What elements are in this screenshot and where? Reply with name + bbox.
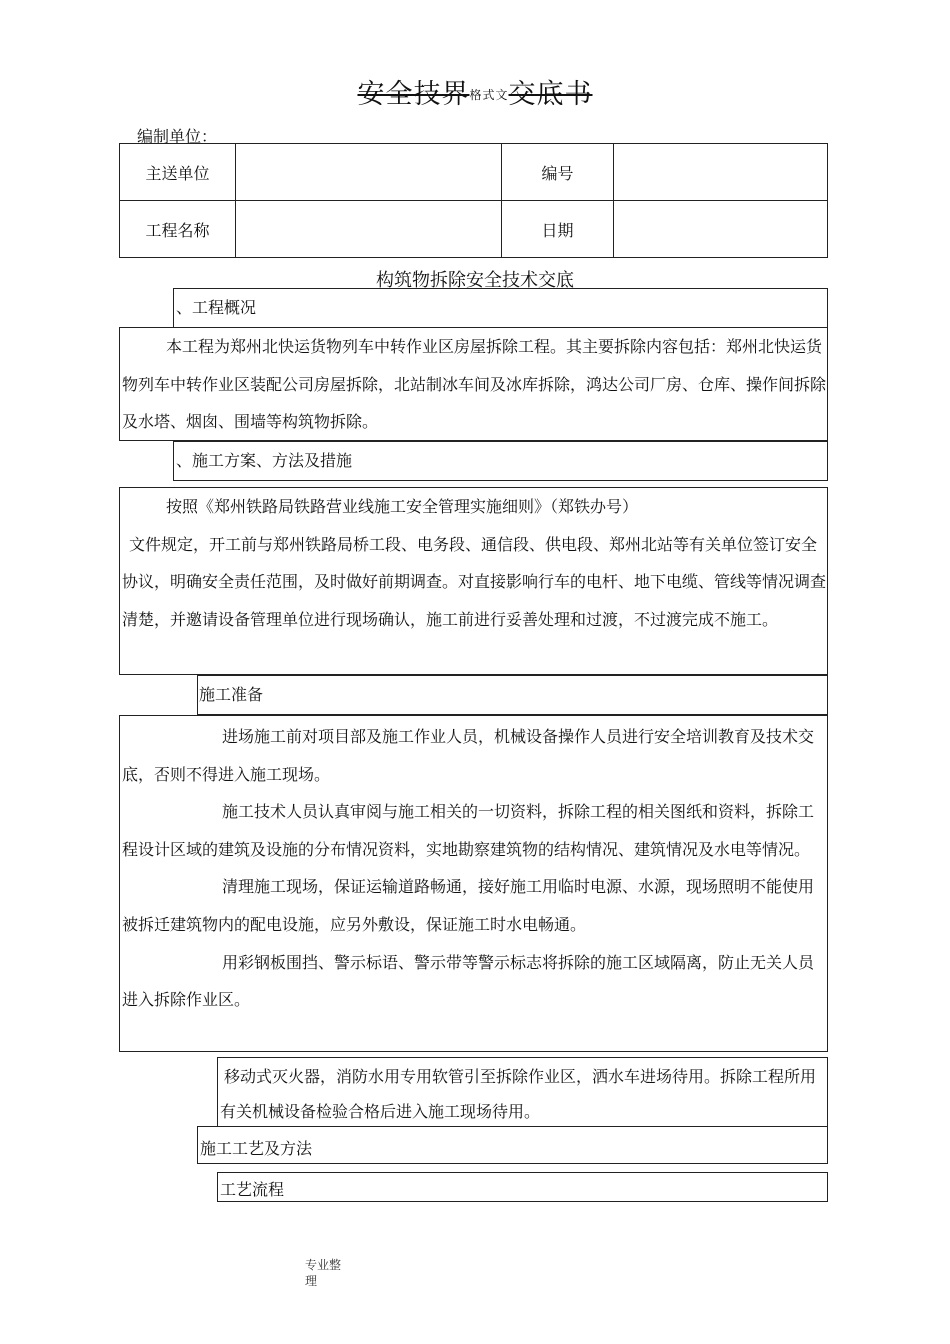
prep-paragraph-2: 施工技术人员认真审阅与施工相关的一切资料，拆除工程的相关图纸和资料，拆除工程设计区域的建筑及设施的分布情况资料，实地勘察建筑物的结构情况、建筑情况及水电等情况。 (122, 802, 815, 859)
prep-paragraph-1: 进场施工前对项目部及施工作业人员，机械设备操作人员进行安全培训教育及技术交底，否则不得进入施工现场。 (122, 727, 815, 784)
section-prep-body (119, 715, 828, 1052)
overview-paragraph: 本工程为郑州北快运货物列车中转作业区房屋拆除工程。其主要拆除内容包括：郑州北快运货物列车中转作业区装配公司房屋拆除，北站制冰车间及冰库拆除，鸿达公司厂房、仓库、操作间拆除及水塔、烟囱、围墙等构筑物拆除。 (122, 337, 827, 432)
section-heading-craft: 施工工艺及方法 (197, 1126, 828, 1164)
section-heading-plan: 、施工方案、方法及措施 (173, 441, 828, 481)
number-label: 编号 (541, 163, 574, 183)
plan-paragraph: 文件规定，开工前与郑州铁路局桥工段、电务段、通信段、供电段、郑州北站等有关单位签订安全协议，明确安全责任范围，及时做好前期调查。对直接影响行车的电杆、地下电缆、管线等情况调查清楚，并邀请设备管理单位进行现场确认，施工前进行妥善处理和过渡，不过渡完成不施工。 (122, 534, 827, 629)
plan-first-line: 按照《郑州铁路局铁路营业线施工安全管理实施细则》（郑铁办号） (166, 497, 639, 516)
section-overview-body (119, 327, 828, 441)
prep-paragraph-4: 用彩钢板围挡、警示标语、警示带等警示标志将拆除的施工区域隔离，防止无关人员进入拆除作业区。 (122, 952, 815, 1010)
prep-paragraph-5: 移动式灭火器，消防水用专用软管引至拆除作业区，洒水车进场待用。拆除工程所用有关机械设备检验合格后进入施工现场待用。 (220, 1067, 817, 1121)
number-value (614, 144, 827, 200)
date-label: 日期 (541, 220, 574, 240)
date-value (614, 201, 827, 257)
footer-line-1: 专业整 (305, 1258, 342, 1272)
section-plan-body (119, 487, 828, 675)
document-subtitle: 构筑物拆除安全技术交底 (376, 270, 574, 291)
section-heading-overview: 、工程概况 (173, 288, 828, 328)
title-overlay: 格式文 (469, 88, 509, 102)
section-heading-flow: 工艺流程 (217, 1172, 828, 1202)
title-part2: 交底书 (508, 79, 593, 110)
project-label: 工程名称 (145, 220, 210, 240)
title-part1: 安全技界 (357, 79, 470, 110)
section-prep-body-extra (217, 1057, 828, 1127)
section-heading-prep: 施工准备 (197, 675, 828, 715)
info-table (119, 143, 828, 258)
prep-paragraph-3: 清理施工现场，保证运输道路畅通，接好施工用临时电源、水源，现场照明不能使用被拆迁建筑物内的配电设施，应另外敷设，保证施工时水电畅通。 (122, 877, 815, 934)
project-value (236, 201, 501, 257)
sender-label: 主送单位 (145, 163, 210, 183)
sender-value (236, 144, 501, 200)
unit-label: 编制单位： (137, 127, 218, 146)
document-title (0, 72, 950, 111)
footer-line-2: 理 (305, 1274, 318, 1288)
